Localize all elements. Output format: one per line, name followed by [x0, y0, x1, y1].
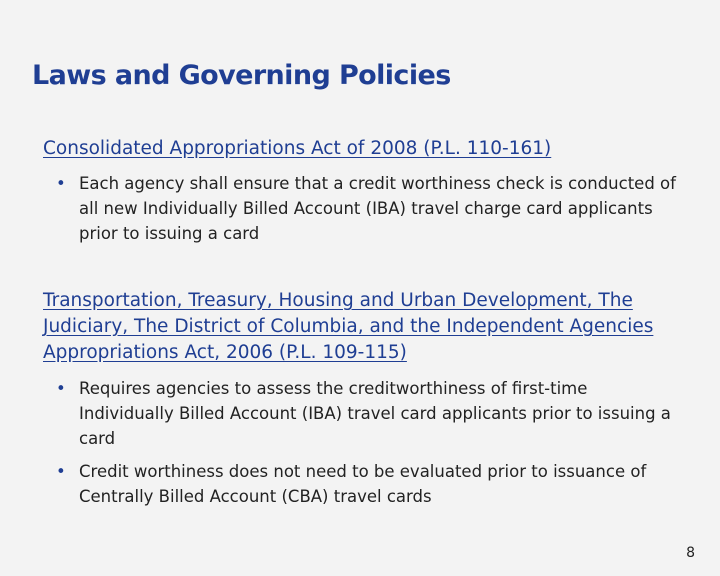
page-number: 8 — [686, 545, 695, 561]
law-link-pl-109-115[interactable]: Transportation, Treasury, Housing and Urban Development, The Judiciary, The District of Columbia, and the Independent Agencies Appropriations Act, 2006 (P.L. 109-115) — [43, 290, 654, 363]
slide-title: Laws and Governing Policies — [32, 60, 451, 91]
bullet-item — [43, 171, 683, 246]
bullet-item — [43, 459, 683, 509]
bullet-list — [43, 376, 683, 509]
law-link-pl-110-161[interactable]: Consolidated Appropriations Act of 2008 (P.L. 110-161) — [43, 138, 552, 159]
bullet-text: Requires agencies to assess the creditworthiness of first-time Individually Billed Account (IBA) travel card applicants prior to issuing a card — [79, 379, 671, 448]
law-section-appropriations-2008 — [43, 136, 683, 246]
bullet-text: Each agency shall ensure that a credit worthiness check is conducted of all new Individually Billed Account (IBA) travel charge card applicants prior to issuing a card — [79, 174, 676, 243]
law-section-appropriations-2006 — [43, 288, 683, 509]
bullet-icon: • — [56, 174, 66, 193]
bullet-list — [43, 171, 683, 246]
bullet-item — [43, 376, 683, 451]
bullet-icon: • — [56, 379, 66, 398]
bullet-text: Credit worthiness does not need to be evaluated prior to issuance of Centrally Billed Account (CBA) travel cards — [79, 462, 647, 506]
bullet-icon: • — [56, 462, 66, 481]
